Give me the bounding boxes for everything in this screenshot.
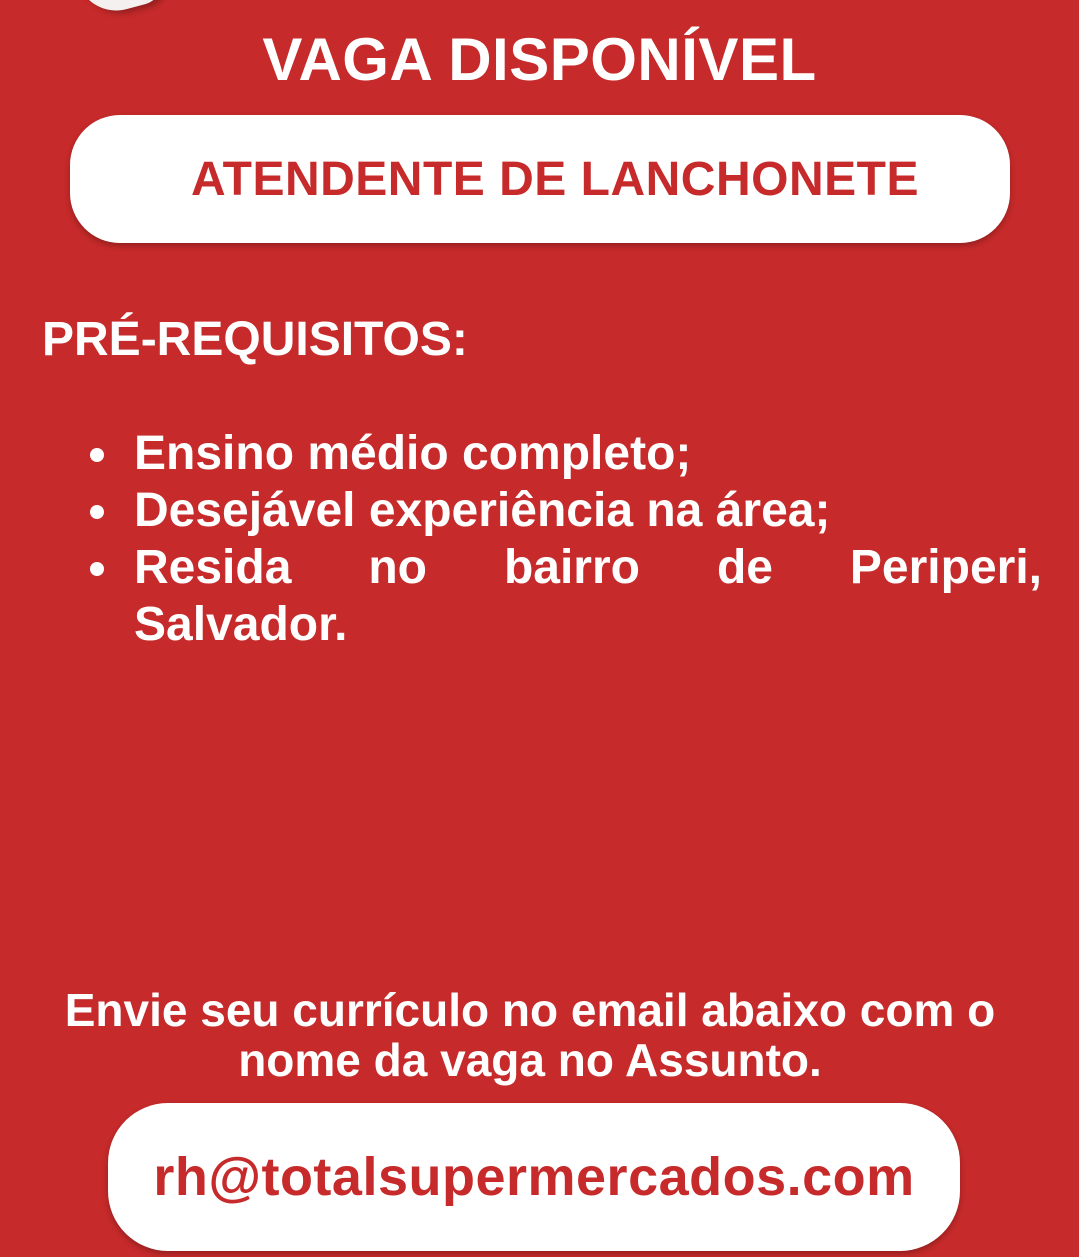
job-title-banner — [70, 115, 1010, 243]
cta-line-2: nome da vaga no Assunto. — [238, 1034, 822, 1086]
requirement-text: Resida no bairro de Periperi, Salvador. — [134, 541, 1042, 651]
list-item — [82, 425, 1042, 482]
list-item — [82, 482, 1042, 539]
list-item — [82, 539, 1042, 653]
job-title: ATENDENTE DE LANCHONETE — [191, 152, 919, 206]
bullet-icon — [90, 562, 104, 576]
requirements-heading: PRÉ-REQUISITOS: — [42, 313, 468, 366]
requirement-text: Ensino médio completo; — [134, 427, 692, 480]
page-title: VAGA DISPONÍVEL — [262, 26, 817, 93]
email-address[interactable]: rh@totalsupermercados.com — [153, 1147, 915, 1207]
corner-decoration — [75, 0, 165, 20]
call-to-action — [0, 985, 1060, 1085]
requirement-text: Desejável experiência na área; — [134, 484, 831, 537]
requirements-list — [82, 425, 1042, 653]
email-banner[interactable] — [108, 1103, 960, 1251]
bullet-icon — [90, 448, 104, 462]
cta-line-1: Envie seu currículo no email abaixo com o — [64, 984, 996, 1036]
bullet-icon — [90, 505, 104, 519]
